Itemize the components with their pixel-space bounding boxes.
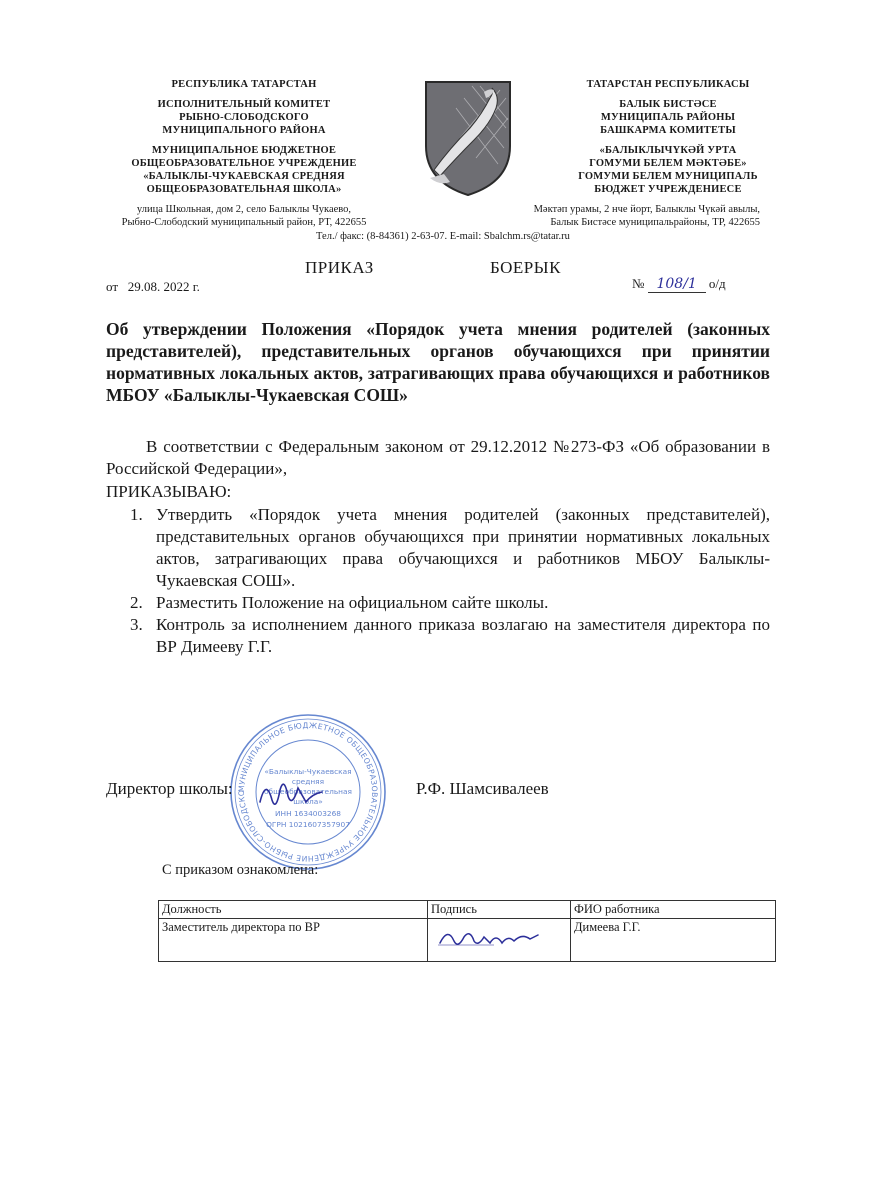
- order-word: ПРИКАЗЫВАЮ:: [106, 482, 232, 501]
- order-number-value: 108/1: [648, 276, 706, 293]
- column-header-signature: Подпись: [428, 901, 571, 919]
- order-title-ru: ПРИКАЗ: [305, 258, 374, 277]
- header-left-institution-3: «БАЛЫКЛЫ-ЧУКАЕВСКАЯ СРЕДНЯЯ: [143, 171, 345, 182]
- header-left-address: [110, 203, 378, 229]
- order-item: [106, 504, 770, 592]
- header-left-committee-1: ИСПОЛНИТЕЛЬНЫЙ КОМИТЕТ: [157, 99, 331, 110]
- header-left-address-2: Рыбно-Слободский муниципальный район, РТ, 422655: [121, 217, 367, 228]
- header-left-institution-4: ОБЩЕОБРАЗОВАТЕЛЬНАЯ ШКОЛА»: [146, 184, 342, 195]
- director-signature-mark: [256, 772, 326, 812]
- header-left-institution-2: ОБЩЕОБРАЗОВАТЕЛЬНОЕ УЧРЕЖДЕНИЕ: [131, 158, 357, 169]
- cell-signature: [428, 919, 571, 962]
- header-right-address-1: Мәктәп урамы, 2 нче йорт, Балыклы Чүкәй авылы,: [533, 204, 760, 215]
- coat-of-arms-emblem: [420, 78, 516, 198]
- order-item-text: Разместить Положение на официальном сайте школы.: [156, 593, 549, 612]
- header-right-committee-1: БАЛЫК БИСТӘСЕ: [619, 99, 717, 110]
- order-item-text: Контроль за исполнением данного приказа возлагаю на заместителя директора по ВР Димееву Г.Г.: [156, 615, 770, 656]
- order-item-number: 1.: [130, 505, 143, 524]
- header-right-committee-3: БАШКАРМА КОМИТЕТЫ: [600, 125, 736, 136]
- header-left: [110, 78, 378, 196]
- order-date-label: от: [106, 279, 119, 294]
- director-name: Р.Ф. Шамсивалеев: [416, 779, 549, 798]
- column-header-name: ФИО работника: [571, 901, 776, 919]
- order-subject: Об утверждении Положения «Порядок учета мнения родителей (законных представителей), представительных органов обучающихся при принятии нормативных локальных актов, затрагивающих права обучающихся и работников МБОУ «Балыклы-Чукаевская СОШ»: [106, 319, 770, 405]
- order-date-value: 29.08. 2022 г.: [127, 279, 200, 294]
- acknowledgement-table: [158, 900, 776, 962]
- header-right-institution-4: БЮДЖЕТ УЧРЕЖДЕНИЕСЕ: [594, 184, 742, 195]
- table-row: [159, 919, 776, 962]
- stamp-ogrn: ОГРН 1021607357907: [266, 820, 350, 829]
- header-left-committee-3: МУНИЦИПАЛЬНОГО РАЙОНА: [162, 125, 326, 136]
- header-right-institution-3: ГОМУМИ БЕЛЕМ МУНИЦИПАЛЬ: [578, 171, 758, 182]
- stamp-center-4: школа»: [293, 797, 323, 806]
- acknowledgement-label: С приказом ознакомлена:: [162, 862, 319, 878]
- director-position: Директор школы:: [106, 779, 233, 798]
- order-number-suffix: о/д: [708, 276, 726, 291]
- order-item: [106, 614, 770, 658]
- header-right-committee-2: МУНИЦИПАЛЬ РАЙОНЫ: [600, 112, 736, 123]
- header-left-address-1: улица Школьная, дом 2, село Балыклы Чукаево,: [136, 204, 352, 215]
- order-number: [632, 276, 726, 293]
- header-left-committee-2: РЫБНО-СЛОБОДСКОГО: [179, 112, 309, 123]
- order-preamble: В соответствии с Федеральным законом от 29.12.2012 №273-ФЗ «Об образовании в Российской Федерации»,: [106, 437, 770, 478]
- cell-name: Димеева Г.Г.: [571, 919, 776, 962]
- header-left-republic: РЕСПУБЛИКА ТАТАРСТАН: [171, 79, 317, 90]
- order-date: [106, 279, 200, 295]
- order-item-number: 3.: [130, 615, 143, 634]
- cell-position: Заместитель директора по ВР: [159, 919, 428, 962]
- header-right: [548, 78, 788, 196]
- header-contacts: Тел./ факс: (8-84361) 2-63-07. E-mail: Sbalchm.rs@tatar.ru: [316, 231, 570, 242]
- stamp-center-1: «Балыклы-Чукаевская: [264, 767, 352, 776]
- header-right-address: [500, 203, 760, 229]
- header-right-address-2: Балык Бистәсе муниципальрайоны, ТР, 422655: [550, 217, 760, 228]
- order-item: [106, 592, 770, 614]
- stamp-center-2: средняя: [291, 777, 325, 786]
- header-right-institution-1: «БАЛЫКЛЫЧҮКӘЙ УРТА: [599, 145, 737, 156]
- order-item-number: 2.: [130, 593, 143, 612]
- order-items: [106, 504, 770, 658]
- header-left-institution-1: МУНИЦИПАЛЬНОЕ БЮДЖЕТНОЕ: [151, 145, 337, 156]
- header-right-institution-2: ГОМУМИ БЕЛЕМ МӘКТӘБЕ»: [589, 158, 747, 169]
- order-title-tt: БОЕРЫК: [490, 258, 561, 277]
- stamp-center-3: общеобразовательная: [264, 787, 352, 796]
- employee-signature-mark: [434, 923, 564, 953]
- table-header-row: [159, 901, 776, 919]
- column-header-position: Должность: [159, 901, 428, 919]
- order-number-label: №: [632, 276, 645, 291]
- stamp-inn: ИНН 1634003268: [274, 809, 342, 818]
- order-item-text: Утвердить «Порядок учета мнения родителей (законных представителей), представительных органов обучающихся при принятии нормативных локальных актов, затрагивающих права обучающихся и работников МБОУ Балыклы-Чукаевская СОШ».: [156, 505, 770, 590]
- stamp-ring-text: МУНИЦИПАЛЬНОЕ БЮДЖЕТНОЕ ОБЩЕОБРАЗОВАТЕЛЬНОЕ УЧРЕЖДЕНИЕ РЫБНО-СЛОБОДСКО: [236, 720, 380, 864]
- header-right-republic: ТАТАРСТАН РЕСПУБЛИКАСЫ: [586, 79, 750, 90]
